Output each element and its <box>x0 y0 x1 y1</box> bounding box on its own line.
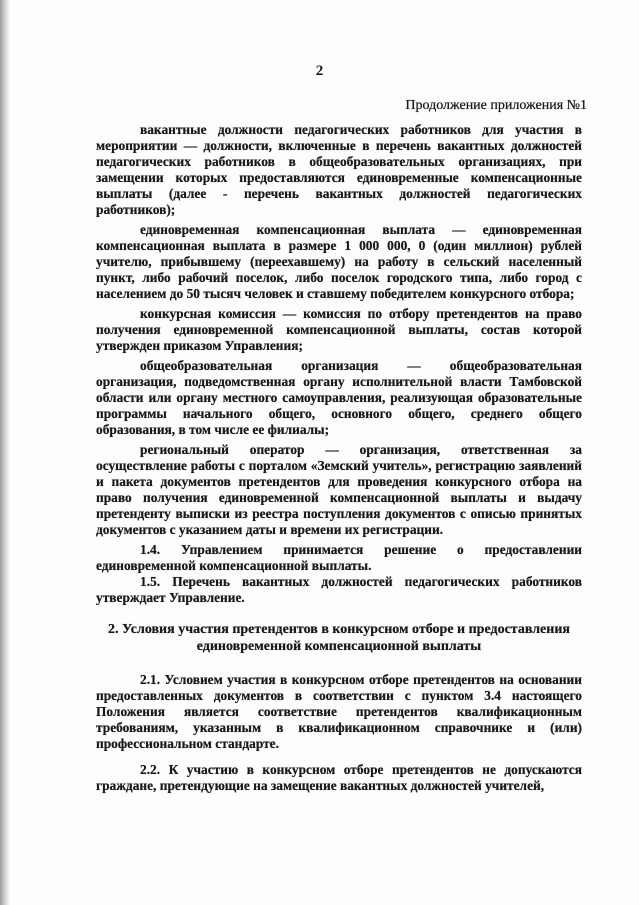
appendix-continuation-note: Продолжение приложения №1 <box>405 98 587 113</box>
clause-1-4: 1.4. Управлением принимается решение о предоставлении единовременной компенсационной выплаты. <box>96 542 582 573</box>
definition-competition-commission: конкурсная комиссия — комиссия по отбору претендентов на право получения единовременной компенсационной выплаты, состав которой утвержден приказом Управления; <box>96 306 582 353</box>
definition-general-education-organization: общеобразовательная организация — общеобразовательная организация, подведомственная органу исполнительной власти Тамбовской области или органу местного самоуправления, реализующая образовательные программы начального общего, основного общего, среднего общего образования, в том числе ее филиалы; <box>96 358 582 437</box>
page-number: 2 <box>315 63 324 79</box>
clause-2-1: 2.1. Условием участия в конкурсном отборе претендентов на основании предоставленных документов в соответствии с пунктом 3.4 настоящего Положения является соответствие претендентов квалификационным требованиям, указанным в квалификационном справочнике и (или) профессиональном стандарте. <box>96 672 582 751</box>
scan-edge-shadow <box>0 0 10 905</box>
clause-1-5: 1.5. Перечень вакантных должностей педагогических работников утверждает Управление. <box>96 574 582 605</box>
section-2-heading: 2. Условия участия претендентов в конкурсном отборе и предоставления единовременной компенсационной выплаты <box>108 622 570 654</box>
definition-regional-operator: региональный оператор — организация, ответственная за осуществление работы с порталом «Земский учитель», регистрацию заявлений и пакета документов претендентов для проведения конкурсного отбора на право получения единовременной компенсационной выплаты и выдачу претенденту выписки из реестра поступления документов с описью принятых документов с указанием даты и времени их регистрации. <box>96 442 582 537</box>
definition-vacant-positions: вакантные должности педагогических работников для участия в мероприятии — должности, включенные в перечень вакантных должностей педагогических работников в общеобразовательных организациях, при замещении которых предоставляются единовременные компенсационные выплаты (далее - перечень вакантных должностей педагогических работников); <box>96 122 582 217</box>
definition-compensation-payment: единовременная компенсационная выплата — единовременная компенсационная выплата в размере 1 000 000, 0 (один миллион) рублей учителю, прибывшему (переехавшему) на работу в сельский населенный пункт, либо рабочий поселок, либо поселок городского типа, либо город с населением до 50 тысяч человек и ставшему победителем конкурсного отбора; <box>96 222 582 301</box>
clause-2-2: 2.2. К участию в конкурсном отборе претендентов не допускаются граждане, претендующие на замещение вакантных должностей учителей, <box>96 762 582 793</box>
document-body <box>96 122 582 798</box>
